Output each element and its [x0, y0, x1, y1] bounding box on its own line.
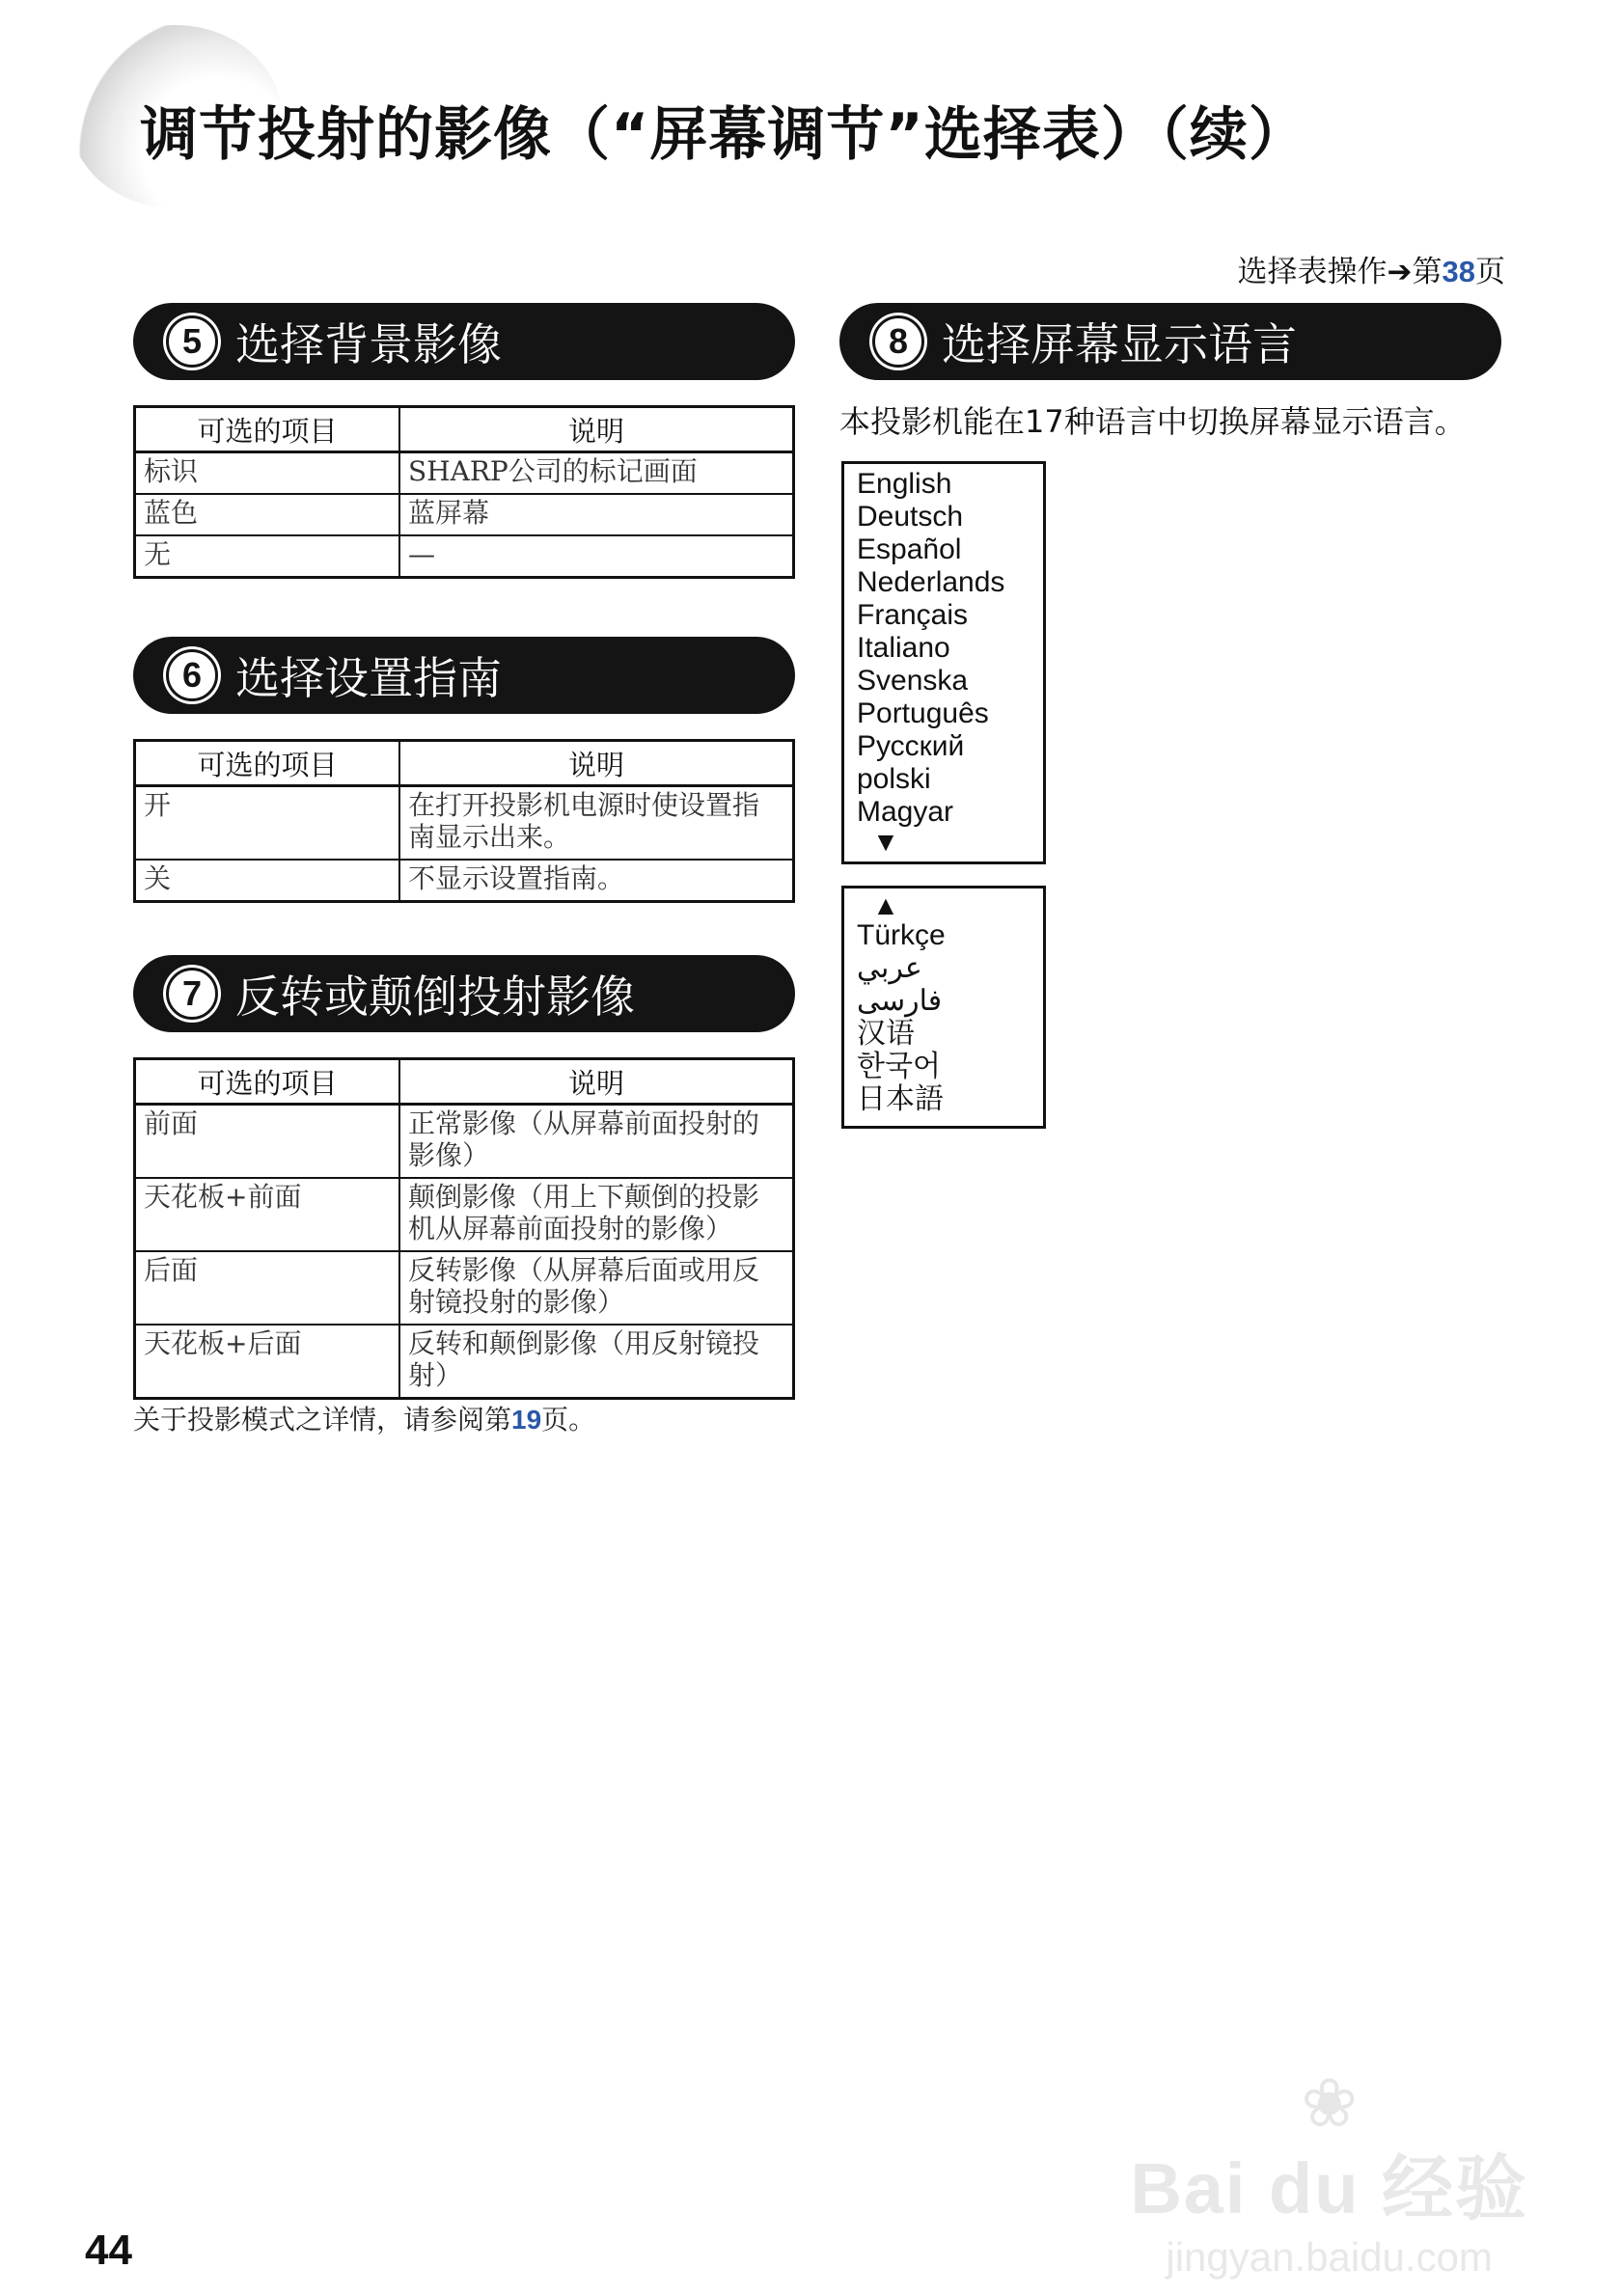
language-item[interactable]: Français [857, 599, 969, 631]
table-row [135, 1251, 794, 1325]
paw-icon: ❀ [1301, 2065, 1358, 2141]
option-cell: 后面 [135, 1251, 400, 1325]
language-list-page-2 [841, 886, 1046, 1129]
description-cell: 正常影像（从屏幕前面投射的影像） [399, 1105, 794, 1179]
language-item[interactable]: Svenska [857, 665, 969, 697]
option-cell: 标识 [135, 452, 400, 495]
section-number-badge: 7 [166, 968, 218, 1020]
menu-ref-prefix: 第 [1412, 255, 1442, 289]
options-table [133, 1057, 795, 1400]
language-item[interactable]: Nederlands [857, 566, 1005, 598]
description-cell: 在打开投影机电源时使设置指南显示出来。 [399, 786, 794, 861]
option-cell: 前面 [135, 1105, 400, 1179]
menu-ref-suffix: 页 [1475, 255, 1505, 289]
section-invert-reverse-image [133, 955, 795, 1400]
language-item[interactable]: Deutsch [857, 501, 964, 533]
description-cell: — [399, 535, 794, 578]
section-setup-guide [133, 637, 795, 903]
section-number-badge: 5 [166, 315, 218, 368]
section-number-badge: 8 [872, 315, 924, 368]
section-header-bar [839, 303, 1501, 380]
projection-mode-note [133, 1399, 595, 1437]
language-intro-text: 本投影机能在17种语言中切换屏幕显示语言。 [839, 403, 1466, 440]
language-item[interactable]: Italiano [857, 632, 950, 664]
column-header-description: 说明 [399, 407, 794, 452]
description-cell: 颠倒影像（用上下颠倒的投影机从屏幕前面投射的影像） [399, 1178, 794, 1251]
language-item[interactable]: فارسی [857, 985, 943, 1017]
language-item[interactable]: polski [857, 763, 931, 795]
section-title: 选择屏幕显示语言 [942, 318, 1297, 370]
table-row [135, 860, 794, 902]
option-cell: 关 [135, 860, 400, 902]
arrow-right-icon: ➔ [1387, 255, 1413, 289]
language-item[interactable]: عربي [857, 952, 922, 984]
table-header-row [135, 741, 794, 786]
description-cell: 反转和颠倒影像（用反射镜投射） [399, 1325, 794, 1399]
watermark-url: jingyan.baidu.com [1166, 2234, 1493, 2280]
menu-operation-reference [1238, 247, 1505, 290]
language-item[interactable]: Português [857, 697, 989, 729]
table-header-row [135, 407, 794, 452]
language-item[interactable]: Türkçe [857, 919, 946, 951]
page-title: 调节投射的影像（“屏幕调节”选择表）（续） [140, 101, 1307, 169]
description-cell: SHARP公司的标记画面 [399, 452, 794, 495]
section-background-image [133, 303, 795, 579]
option-cell: 天花板+前面 [135, 1178, 400, 1251]
option-cell: 无 [135, 535, 400, 578]
table-row [135, 1178, 794, 1251]
option-cell: 开 [135, 786, 400, 861]
language-item[interactable]: Русский [857, 730, 965, 762]
table-row [135, 786, 794, 861]
section-title: 反转或颠倒投射影像 [235, 970, 635, 1023]
section-title: 选择设置指南 [235, 652, 502, 704]
description-cell: 不显示设置指南。 [399, 860, 794, 902]
section-title: 选择背景影像 [235, 318, 502, 370]
section-header-bar [133, 955, 795, 1032]
column-header-option: 可选的项目 [135, 741, 400, 786]
table-row [135, 535, 794, 578]
language-item[interactable]: Magyar [857, 796, 954, 828]
baidu-watermark [1130, 2065, 1528, 2281]
table-header-row [135, 1059, 794, 1105]
note-page-link[interactable]: 19 [511, 1405, 542, 1435]
page-number: 44 [85, 2227, 132, 2274]
table-row [135, 494, 794, 535]
section-number-badge: 6 [166, 649, 218, 701]
section-osd-language [839, 303, 1501, 442]
column-header-description: 说明 [399, 1059, 794, 1105]
note-suffix: 页。 [541, 1404, 596, 1435]
language-item[interactable]: 한국어 [857, 1051, 941, 1082]
options-table [133, 739, 795, 903]
scroll-down-arrow-icon[interactable]: ▼ [872, 827, 899, 857]
language-list-page-1 [841, 461, 1046, 864]
language-item[interactable]: 汉语 [857, 1018, 915, 1050]
note-prefix: 关于投影模式之详情，请参阅第 [133, 1404, 512, 1435]
column-header-description: 说明 [399, 741, 794, 786]
table-row [135, 1325, 794, 1399]
description-cell: 蓝屏幕 [399, 494, 794, 535]
option-cell: 蓝色 [135, 494, 400, 535]
section-header-bar [133, 303, 795, 380]
column-header-option: 可选的项目 [135, 1059, 400, 1105]
language-item[interactable]: English [857, 468, 952, 500]
language-item[interactable]: Español [857, 533, 962, 565]
section-header-bar [133, 637, 795, 714]
watermark-logo: Bai du 经验 [1130, 2148, 1528, 2228]
column-header-option: 可选的项目 [135, 407, 400, 452]
table-row [135, 452, 794, 495]
language-item[interactable]: 日本語 [857, 1083, 944, 1115]
menu-ref-text: 选择表操作 [1237, 255, 1387, 289]
table-row [135, 1105, 794, 1179]
menu-ref-page-link[interactable]: 38 [1442, 255, 1475, 288]
description-cell: 反转影像（从屏幕后面或用反射镜投射的影像） [399, 1251, 794, 1325]
options-table [133, 405, 795, 579]
option-cell: 天花板+后面 [135, 1325, 400, 1399]
scroll-up-arrow-icon[interactable]: ▲ [872, 890, 899, 920]
